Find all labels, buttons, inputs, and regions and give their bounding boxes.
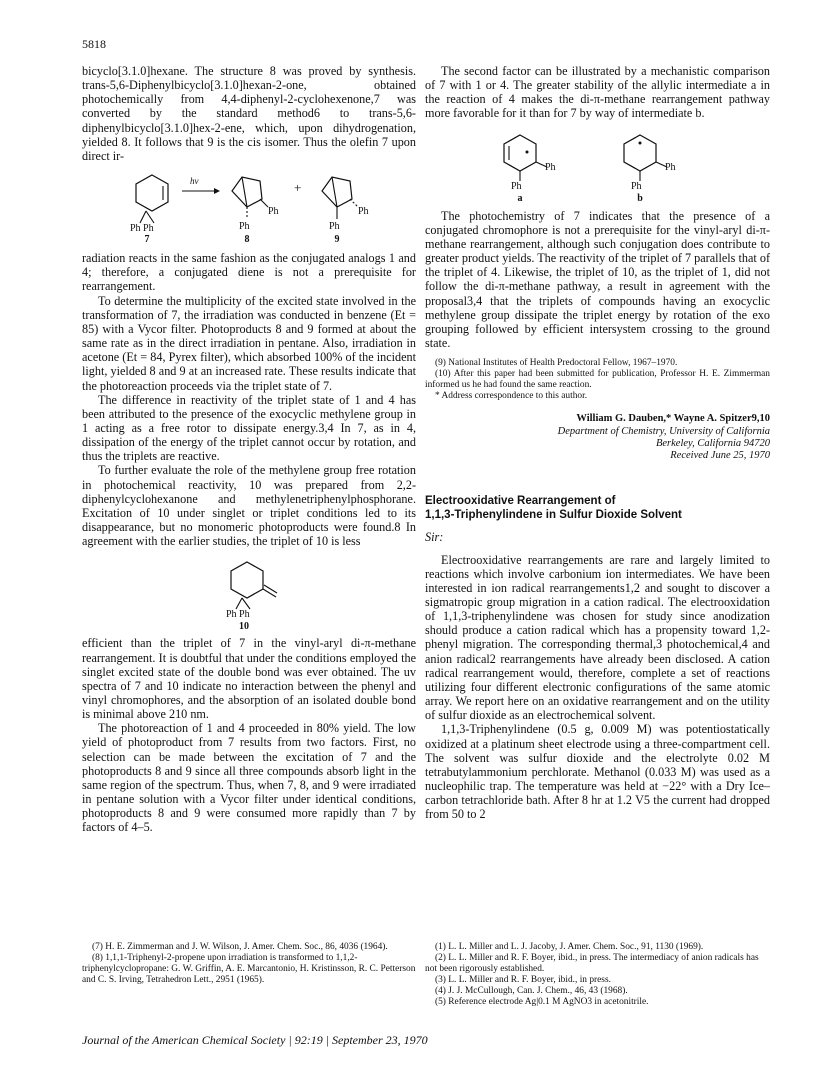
footnote-3: (3) L. L. Miller and R. F. Boyer, ibid., in press.: [435, 975, 611, 985]
intermediate-b-ph-bottom: Ph: [631, 180, 642, 192]
left-paragraph-6: efficient than the triplet of 7 in the vinyl-aryl di-π-methane rearrangement. It is doubtful that under the conditions employed the singlet excited state of the double bond was ever obtained. The uv spectra of 7 and 10 indicate no interaction between the phenyl and vinyl chromophores, and the absorption of an isolated double bond is minimal above 210 nm.: [82, 636, 416, 722]
intermediates-structures: [425, 125, 770, 205]
note-10: (10) After this paper had been submitted for publication, Professor H. E. Zimmerman informed us he had found the same reaction.: [425, 369, 770, 391]
author-department: Department of Chemistry, University of California: [557, 426, 770, 438]
compound-10-ph-pair: Ph Ph: [226, 609, 250, 621]
received-date: Received June 25, 1970: [670, 450, 770, 462]
author-city: Berkeley, California 94720: [655, 438, 770, 450]
article-title: [425, 495, 770, 522]
footnote-8: (8) 1,1,1-Triphenyl-2-propene upon irradiation is transformed to 1,1,2-triphenylcyclopropane: G. W. Griffin, A. E. Marcantonio, H. Kristinsson, R. C. Petterson and C. S. Irving, Tetrahedron Lett., 2951 (1965).: [82, 953, 416, 985]
left-paragraph-7: The photoreaction of 1 and 4 proceeded in 80% yield. The low yield of photoproduct from 7 results from two factors. First, no selection can be made between the excitation of 7 and the photoproducts 8 and 9 since all three compounds absorb light in the same region of the spectrum. Thus, when 7, 8, and 9 were irradiated in pentane solution with a Vycor filter under identical conditions, photoproducts 8 and 9 were consumed more rapidly than 7 by factors of 4–5.: [82, 721, 416, 835]
compound-label-10: 10: [239, 621, 249, 633]
left-footnotes: [82, 942, 416, 986]
scheme1-ph-8-bottom: Ph: [239, 221, 250, 233]
scheme1-ph-9-bottom: Ph: [329, 221, 340, 233]
left-paragraph-5: To further evaluate the role of the methylene group free rotation in photochemical reactivity, 10 was prepared from 2,2-diphenylcyclohexanone and methylenetriphenylphosphorane. Excitation of 10 under singlet or triplet conditions led to its disappearance, but no monomeric photoproducts were found.8 In agreement with the earlier studies, the triplet of 10 is less: [82, 463, 416, 549]
right-footnotes: [425, 942, 770, 1008]
article-title-line-1: Electrooxidative Rearrangement of: [425, 495, 616, 508]
left-column: [82, 64, 416, 835]
scheme-compound-10: [82, 552, 416, 632]
page-number: 5818: [82, 37, 106, 51]
scheme1-arrow-label: hν: [190, 176, 199, 187]
intermediate-b-ph-right: Ph: [665, 161, 676, 173]
footnote-4: (4) J. J. McCullough, Can. J. Chem., 46, 43 (1968).: [435, 986, 628, 996]
scheme-7-to-8-9: [82, 167, 416, 247]
intermediate-a-ph-right: Ph: [545, 161, 556, 173]
compound-label-8: 8: [244, 234, 250, 246]
scheme1-ph-pair-7: Ph Ph: [130, 223, 154, 235]
footnote-7: (7) H. E. Zimmerman and J. W. Wilson, J. Amer. Chem. Soc., 86, 4036 (1964).: [92, 942, 388, 952]
article-paragraph-2: 1,1,3-Triphenylindene (0.5 g, 0.009 M) was potentiostatically oxidized at a platinum sheet electrode using a three-compartment cell. The solvent was sulfur dioxide and the electrolyte 0.02 M tetrabutylammonium perchlorate. Methanol (0.033 M) was used as a nucleophilic trap. The temperature was held at −22° with a Dry Ice–carbon tetrachloride bath. After 8 hr at 1.2 V5 the current had dropped from 50 to 2: [425, 722, 770, 822]
note-correspondence: * Address correspondence to this author.: [435, 391, 588, 402]
scheme1-plus: +: [294, 180, 302, 196]
footnote-5: (5) Reference electrode Ag|0.1 M AgNO3 in acetonitrile.: [435, 997, 649, 1007]
left-paragraph-2: radiation reacts in the same fashion as the conjugated analogs 1 and 4; therefore, a conjugated diene is not a prerequisite for rearrangement.: [82, 251, 416, 294]
right-paragraph-1: The second factor can be illustrated by a mechanistic comparison of 7 with 1 or 4. The greater stability of the allylic intermediate a in the reaction of 4 makes the di-π-methane rearrangement pathway more favorable for it than for 7 by way of intermediate b.: [425, 64, 770, 121]
left-paragraph-1: bicyclo[3.1.0]hexane. The structure 8 was proved by synthesis. trans-5,6-Diphenylbicyclo[3.1.0]hexan-2-one, obtained photochemically from 4,4-diphenyl-2-cyclohexenone,7 was converted by the standard method6 to trans-5,6-diphenylbicyclo[3.1.0]hex-2-ene, which, upon dihydrogenation, yielded 8. It follows that 9 is the cis isomer. Thus the olefin 7 upon direct ir-: [82, 64, 416, 163]
journal-footer: Journal of the American Chemical Society | 92:19 | September 23, 1970: [82, 1033, 428, 1047]
intermediate-a-ph-bottom: Ph: [511, 180, 522, 192]
footnote-2: (2) L. L. Miller and R. F. Boyer, ibid., in press. The intermediacy of anion radicals has not been rigorously established.: [425, 953, 759, 974]
scheme-intermediates-a-b: [425, 125, 770, 205]
intermediate-label-b: b: [637, 192, 643, 204]
article-title-line-2: 1,1,3-Triphenylindene in Sulfur Dioxide Solvent: [425, 508, 682, 521]
author-notes: [425, 358, 770, 402]
note-9: (9) National Institutes of Health Predoctoral Fellow, 1967–1970.: [435, 358, 678, 369]
footnote-1: (1) L. L. Miller and L. J. Jacoby, J. Amer. Chem. Soc., 91, 1130 (1969).: [435, 942, 704, 952]
left-paragraph-4: The difference in reactivity of the triplet state of 1 and 4 has been attributed to the presence of the exocyclic methylene group in 1 acting as a free rotor to dissipate energy.3,4 In 7, as in 4, dissipation of the energy of the triplet cannot occur by rotation, and thus the triplets are reactive.: [82, 392, 416, 464]
right-paragraph-2: The photochemistry of 7 indicates that the presence of a conjugated chromophore is not a prerequisite for the vinyl-aryl di-π-methane rearrangement, although such conjugation does contribute to greater product yields. The reactivity of the triplet of 7 parallels that of the triplet of 4. Likewise, the triplet of 10, as the triplet of 1, did not follow the di-π-methane pathway, a result in agreement with the proposal3,4 that the triplets of compounds having an exocyclic methylene group dissipate the triplet energy by rotation of the exo grouping followed by efficient intersystem crossing to the ground state.: [425, 208, 770, 351]
salutation: Sir:: [425, 530, 444, 545]
compound-label-7: 7: [144, 234, 150, 246]
author-names: William G. Dauben,* Wayne A. Spitzer9,10: [576, 413, 770, 425]
scheme1-ph-9-right: Ph: [358, 206, 369, 218]
left-paragraph-3: To determine the multiplicity of the excited state involved in the transformation of 7, the irradiation was conducted in benzene (Et = 85) with a Vycor filter. Photoproducts 8 and 9 formed at about the same rate as in the direct irradiation in pentane. Also, irradiation in acetone (Et = 84, Pyrex filter), which absorbed 100% of the incident light, yielded 8 and 9 at an increased rate. These results indicate that the photoreaction proceeds via the triplet state of 7.: [82, 293, 416, 393]
right-column: [425, 64, 770, 821]
scheme1-ph-8-right: Ph: [268, 206, 279, 218]
article-paragraph-1: Electrooxidative rearrangements are rare and largely limited to reactions which involve carbonium ion intermediates. We have been interested in ion radical rearrangements1,2 and sought to discover a sigmatropic group migration in a cation radical. The electrooxidation of 1,1,3-triphenylindene was chosen for study since anodization should produce a cation radical which has a propensity toward 1,2-phenyl migration. The corresponding thermal,3 photochemical,4 and anion radical2 rearrangements have already been disclosed. A cation radical rearrangement would, therefore, complete a set of reactions utilizing four different electronic configurations of the same atomic array. We report here on an oxidative rearrangement and on the utility of sulfur dioxide as an electrochemical solvent.: [425, 552, 770, 723]
intermediate-label-a: a: [517, 192, 523, 204]
compound-label-9: 9: [334, 234, 340, 246]
